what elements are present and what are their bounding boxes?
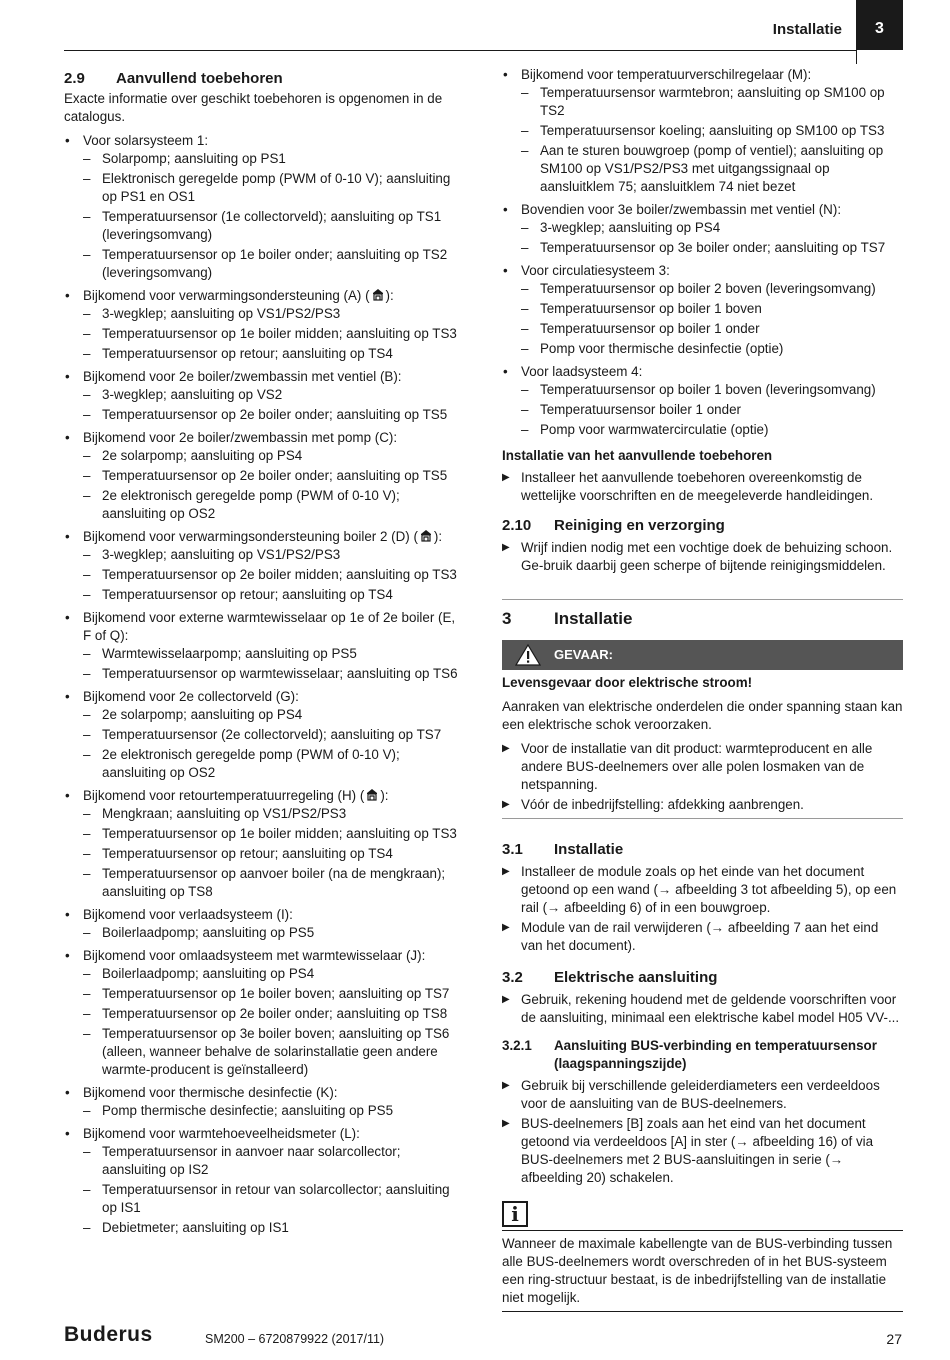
sub-list-item: – Aan te sturen bouwgroep (pomp of ventiel); aansluiting op SM100 op VS1/PS2/PS3 met uitgangssignaal op aansluitklem 75; aansluitklem 74 niet bezet <box>521 142 903 196</box>
sub-list-item: – Temperatuursensor in retour van solarcollector; aansluiting op IS1 <box>83 1181 464 1217</box>
section-heading-3-2-1: 3.2.1 Aansluiting BUS-verbinding en temperatuursensor (laagspanningszijde) <box>502 1038 877 1071</box>
list-item: • Bijkomend voor verwarmingsondersteuning (A) ( ): – 3-wegklep; aansluiting op VS1/PS2/PS3 – Temperatuursensor op 1e boiler midden; aansluiting op TS3 – Temperatuursensor op retour; aansluiting op TS4 <box>64 287 464 363</box>
danger-warning-bar <box>502 640 903 670</box>
info-top-rule <box>502 1230 903 1231</box>
sub-list-item: – Debietmeter; aansluiting op IS1 <box>83 1219 464 1237</box>
sub-list-item: – Temperatuursensor op boiler 1 boven (leveringsomvang) <box>521 381 903 399</box>
sub-list-item: – Temperatuursensor op 1e boiler onder; aansluiting op TS2 (leveringsomvang) <box>83 246 464 282</box>
chapter-number-tab: 3 <box>856 0 903 50</box>
sub-list-item: – Elektronisch geregelde pomp (PWM of 0-10 V); aansluiting op PS1 en OS1 <box>83 170 464 206</box>
sub-list-item: – Temperatuursensor boiler 1 onder <box>521 401 903 419</box>
sub-list-item: – Temperatuursensor op 1e boiler midden; aansluiting op TS3 <box>83 325 464 343</box>
sub-list <box>83 924 464 942</box>
footer-document-id: SM200 – 6720879922 (2017/11) <box>205 1332 385 1346</box>
bus-connection-steps <box>502 1077 903 1187</box>
sub-list <box>83 805 464 901</box>
info-bottom-rule <box>502 1311 903 1312</box>
warning-end-rule <box>502 818 903 819</box>
electrical-steps <box>502 991 903 1027</box>
sub-list <box>83 546 464 604</box>
sub-list-item: – Boilerlaadpomp; aansluiting op PS5 <box>83 924 464 942</box>
warning-text: Aanraken van elektrische onderdelen die onder spanning staan kan een elektrische schok veroorzaken. <box>502 699 903 732</box>
sub-list-item: – 2e solarpomp; aansluiting op PS4 <box>83 706 464 724</box>
sub-list <box>83 150 464 282</box>
list-item: • Bijkomend voor retourtemperatuurregeling (H) ( ): – Mengkraan; aansluiting op VS1/PS2/PS3 – Temperatuursensor op 1e boiler midden; aansluiting op TS3 – Temperatuursensor op retour; aansluiting op TS4 – Temperatuursensor op aanvoer boiler (na de mengkraan); aansluiting op TS8 <box>64 787 464 901</box>
installation-steps <box>502 863 903 955</box>
sub-list-item: – Temperatuursensor op 2e boiler onder; aansluiting op TS5 <box>83 406 464 424</box>
list-item: • Voor solarsysteem 1: – Solarpomp; aansluiting op PS1 – Elektronisch geregelde pomp (PWM of 0-10 V); aansluiting op PS1 en OS1 – Temperatuursensor (1e collectorveld); aansluiting op TS1 (leveringsomvang) – Temperatuursensor op 1e boiler onder; aansluiting op TS2 (leveringsomvang) <box>64 132 464 282</box>
sub-list-item: – 2e elektronisch geregelde pomp (PWM of 0-10 V); aansluiting op OS2 <box>83 746 464 782</box>
sub-list <box>83 447 464 523</box>
sub-list-item: – Temperatuursensor op warmtewisselaar; aansluiting op TS6 <box>83 665 464 683</box>
sub-list-item: – 2e solarpomp; aansluiting op PS4 <box>83 447 464 465</box>
page-number: 27 <box>886 1331 902 1347</box>
info-icon: i <box>502 1201 528 1227</box>
sub-list-item: – 3-wegklep; aansluiting op VS2 <box>83 386 464 404</box>
chapter-tab-tick <box>856 50 857 64</box>
install-accessories-heading: Installatie van het aanvullende toebehoren <box>502 448 773 463</box>
list-item: • Bijkomend voor thermische desinfectie (K): – Pomp thermische desinfectie; aansluiting op PS5 <box>64 1084 464 1120</box>
chapter-rule <box>502 599 903 600</box>
sub-list-item: – 3-wegklep; aansluiting op VS1/PS2/PS3 <box>83 305 464 323</box>
sub-list-item: – Temperatuursensor warmtebron; aansluiting op SM100 op TS2 <box>521 84 903 120</box>
install-accessories-steps <box>502 469 903 505</box>
step-item: ▶ Gebruik bij verschillende geleiderdiameters een verdeeldoos voor de aansluiting van de BUS-deelnemers. <box>502 1077 903 1113</box>
sub-list-item: – Pomp voor thermische desinfectie (optie) <box>521 340 903 358</box>
sub-list <box>521 381 903 439</box>
list-item: • Bijkomend voor verwarmingsondersteuning boiler 2 (D) ( ): – 3-wegklep; aansluiting op VS1/PS2/PS3 – Temperatuursensor op 2e boiler midden; aansluiting op TS3 – Temperatuursensor op retour; aansluiting op TS4 <box>64 528 464 604</box>
house-heating-icon <box>371 288 385 302</box>
list-item: • Bijkomend voor 2e collectorveld (G): – 2e solarpomp; aansluiting op PS4 – Temperatuursensor (2e collectorveld); aansluiting op TS7 – 2e elektronisch geregelde pomp (PWM of 0-10 V); aansluiting op OS2 <box>64 688 464 782</box>
sub-list-item: – Temperatuursensor op 2e boiler onder; aansluiting op TS5 <box>83 467 464 485</box>
list-item: • Bijkomend voor warmtehoeveelheidsmeter (L): – Temperatuursensor in aanvoer naar solarcollector; aansluiting op IS2 – Temperatuursensor in retour van solarcollector; aansluiting op IS1 – Debietmeter; aansluiting op IS1 <box>64 1125 464 1237</box>
house-heating-icon <box>365 788 379 802</box>
sub-list <box>83 645 464 683</box>
sub-list-item: – 2e elektronisch geregelde pomp (PWM of 0-10 V); aansluiting op OS2 <box>83 487 464 523</box>
step-item: ▶ Gebruik, rekening houdend met de geldende voorschriften voor de aansluiting, minimaal een elektrische kabel model H05 VV-... <box>502 991 903 1027</box>
sub-list-item: – Temperatuursensor op aanvoer boiler (na de mengkraan); aansluiting op TS8 <box>83 865 464 901</box>
sub-list-item: – Temperatuursensor op 3e boiler boven; aansluiting op TS6 (alleen, wanneer behalve de solarinstallatie geen andere warmte-producent is geïnstalleerd) <box>83 1025 464 1079</box>
step-item: ▶ Installeer de module zoals op het einde van het document getoond op een wand (→ afbeelding 3 tot afbeelding 5), op een rail (→ afbeelding 6) of in een bouwgroep. <box>502 863 903 917</box>
section-heading-2-10: 2.10 Reiniging en verzorging <box>502 517 725 534</box>
brand-logo: Buderus <box>64 1323 153 1346</box>
sub-list <box>521 280 903 358</box>
section-heading-3-1: 3.1 Installatie <box>502 841 624 858</box>
warning-triangle-icon <box>502 644 554 666</box>
sub-list-item: – Temperatuursensor op retour; aansluiting op TS4 <box>83 586 464 604</box>
sub-list-item: – Temperatuursensor op boiler 1 boven <box>521 300 903 318</box>
running-header-title: Installatie <box>772 21 842 38</box>
sub-list <box>83 706 464 782</box>
list-item: • Bijkomend voor 2e boiler/zwembassin met pomp (C): – 2e solarpomp; aansluiting op PS4 – Temperatuursensor op 2e boiler onder; aansluiting op TS5 – 2e elektronisch geregelde pomp (PWM of 0-10 V); aansluiting op OS2 <box>64 429 464 523</box>
sub-list-item: – Temperatuursensor op retour; aansluiting op TS4 <box>83 845 464 863</box>
cleaning-steps <box>502 539 903 575</box>
list-item: • Bijkomend voor temperatuurverschilregelaar (M): – Temperatuursensor warmtebron; aansluiting op SM100 op TS2 – Temperatuursensor koeling; aansluiting op SM100 op TS3 – Aan te sturen bouwgroep (pomp of ventiel); aansluiting op SM100 op VS1/PS2/PS3 met uitgangssignaal op aansluitklem 75; aansluitklem 74 niet bezet <box>502 66 903 196</box>
sub-list <box>83 965 464 1079</box>
sub-list-item: – Pomp thermische desinfectie; aansluiting op PS5 <box>83 1102 464 1120</box>
info-text: Wanneer de maximale kabellengte van de BUS-verbinding tussen alle BUS-deelnemers wordt overschreden of in het BUS-systeem een ring-structuur bestaat, is de inbedrijfstelling van de installatie niet mogelijk. <box>502 1236 893 1305</box>
sub-list-item: – Solarpomp; aansluiting op PS1 <box>83 150 464 168</box>
section-intro: Exacte informatie over geschikt toebehoren is opgenomen in de catalogus. <box>64 91 443 124</box>
sub-list <box>521 219 903 257</box>
chapter-heading-3: 3 Installatie <box>502 609 633 628</box>
list-item: • Bijkomend voor omlaadsysteem met warmtewisselaar (J): – Boilerlaadpomp; aansluiting op PS4 – Temperatuursensor op 1e boiler boven; aansluiting op TS7 – Temperatuursensor op 2e boiler onder; aansluiting op TS8 – Temperatuursensor op 3e boiler boven; aansluiting op TS6 (alleen, wanneer behalve de solarinstallatie geen andere warmte-producent is geïnstalleerd) <box>64 947 464 1079</box>
warning-steps <box>502 740 903 814</box>
sub-list-item: – Temperatuursensor op 2e boiler onder; aansluiting op TS8 <box>83 1005 464 1023</box>
sub-list-item: – Temperatuursensor koeling; aansluiting op SM100 op TS3 <box>521 122 903 140</box>
accessory-list-continued <box>502 66 903 439</box>
step-item: ▶ Vóór de inbedrijfstelling: afdekking aanbrengen. <box>502 796 903 814</box>
sub-list-item: – Mengkraan; aansluiting op VS1/PS2/PS3 <box>83 805 464 823</box>
sub-list-item: – Temperatuursensor op boiler 1 onder <box>521 320 903 338</box>
sub-list-item: – Temperatuursensor (1e collectorveld); aansluiting op TS1 (leveringsomvang) <box>83 208 464 244</box>
sub-list-item: – Temperatuursensor op retour; aansluiting op TS4 <box>83 345 464 363</box>
accessory-list <box>64 132 464 1237</box>
list-item: • Voor laadsysteem 4: – Temperatuursensor op boiler 1 boven (leveringsomvang) – Temperatuursensor boiler 1 onder – Pomp voor warmwatercirculatie (optie) <box>502 363 903 439</box>
step-item: ▶ BUS-deelnemers [B] zoals aan het eind van het document getoond via verdeeldoos [A] in ster (→ afbeelding 16) of via BUS-deelnemers met 2 BUS-aansluitingen in serie (→ afbeelding 20) schakelen. <box>502 1115 903 1187</box>
warning-title: Levensgevaar door elektrische stroom! <box>502 675 753 690</box>
list-item: • Bijkomend voor verlaadsysteem (I): – Boilerlaadpomp; aansluiting op PS5 <box>64 906 464 942</box>
header-rule <box>64 50 856 51</box>
step-item: ▶ Installeer het aanvullende toebehoren overeenkomstig de wettelijke voorschriften en de meegeleverde handleidingen. <box>502 469 903 505</box>
step-item: ▶ Module van de rail verwijderen (→ afbeelding 7 aan het eind van het document). <box>502 919 903 955</box>
left-column <box>64 66 464 1242</box>
sub-list-item: – Temperatuursensor (2e collectorveld); aansluiting op TS7 <box>83 726 464 744</box>
section-heading-2-9: 2.9 Aanvullend toebehoren <box>64 70 283 87</box>
sub-list-item: – Temperatuursensor op boiler 2 boven (leveringsomvang) <box>521 280 903 298</box>
sub-list-item: – Boilerlaadpomp; aansluiting op PS4 <box>83 965 464 983</box>
sub-list-item: – Temperatuursensor op 1e boiler midden; aansluiting op TS3 <box>83 825 464 843</box>
sub-list <box>83 1143 464 1237</box>
section-heading-3-2: 3.2 Elektrische aansluiting <box>502 969 718 986</box>
info-note <box>502 1201 903 1312</box>
step-item: ▶ Wrijf indien nodig met een vochtige doek de behuizing schoon. Ge-bruik daarbij geen scherpe of bijtende reinigingsmiddelen. <box>502 539 903 575</box>
step-item: ▶ Voor de installatie van dit product: warmteproducent en alle andere BUS-deelnemers over alle polen losmaken van de netspanning. <box>502 740 903 794</box>
list-item: • Bijkomend voor externe warmtewisselaar op 1e of 2e boiler (E, F of Q): – Warmtewisselaarpomp; aansluiting op PS5 – Temperatuursensor op warmtewisselaar; aansluiting op TS6 <box>64 609 464 683</box>
sub-list-item: – 3-wegklep; aansluiting op VS1/PS2/PS3 <box>83 546 464 564</box>
list-item: • Bijkomend voor 2e boiler/zwembassin met ventiel (B): – 3-wegklep; aansluiting op VS2 – Temperatuursensor op 2e boiler onder; aansluiting op TS5 <box>64 368 464 424</box>
sub-list-item: – Temperatuursensor op 2e boiler midden; aansluiting op TS3 <box>83 566 464 584</box>
list-item: • Voor circulatiesysteem 3: – Temperatuursensor op boiler 2 boven (leveringsomvang) – Temperatuursensor op boiler 1 boven – Temperatuursensor op boiler 1 onder – Pomp voor thermische desinfectie (optie) <box>502 262 903 358</box>
sub-list <box>83 1102 464 1120</box>
warning-label: GEVAAR: <box>554 647 613 662</box>
right-column <box>502 66 903 1312</box>
list-item: • Bovendien voor 3e boiler/zwembassin met ventiel (N): – 3-wegklep; aansluiting op PS4 – Temperatuursensor op 3e boiler onder; aansluiting op TS7 <box>502 201 903 257</box>
sub-list-item: – Temperatuursensor op 3e boiler onder; aansluiting op TS7 <box>521 239 903 257</box>
sub-list <box>83 305 464 363</box>
sub-list-item: – Pomp voor warmwatercirculatie (optie) <box>521 421 903 439</box>
sub-list <box>521 84 903 196</box>
sub-list-item: – Temperatuursensor in aanvoer naar solarcollector; aansluiting op IS2 <box>83 1143 464 1179</box>
sub-list-item: – Temperatuursensor op 1e boiler boven; aansluiting op TS7 <box>83 985 464 1003</box>
sub-list-item: – Warmtewisselaarpomp; aansluiting op PS5 <box>83 645 464 663</box>
sub-list <box>83 386 464 424</box>
house-heating-icon <box>419 529 433 543</box>
sub-list-item: – 3-wegklep; aansluiting op PS4 <box>521 219 903 237</box>
